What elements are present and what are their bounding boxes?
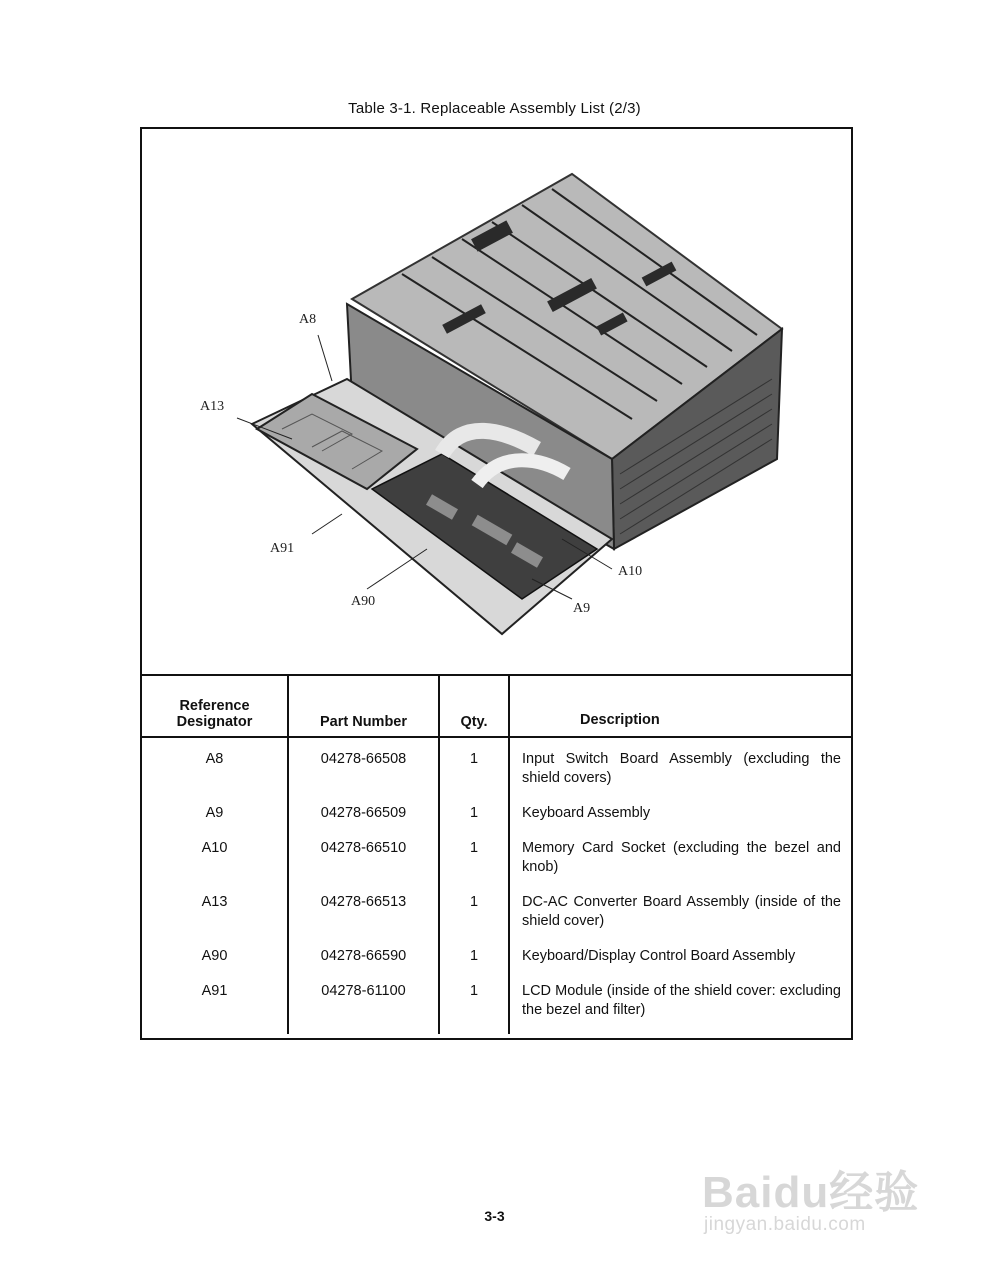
cell-part-number: 04278-61100 — [288, 972, 439, 1034]
cell-part-number: 04278-66590 — [288, 937, 439, 972]
callout-a91: A91 — [270, 541, 295, 556]
callout-a9: A9 — [573, 601, 591, 616]
cell-description: Keyboard Assembly — [509, 794, 851, 829]
table-row — [142, 737, 851, 794]
callout-a90: A90 — [351, 594, 376, 609]
table-row — [142, 937, 851, 972]
cell-reference: A13 — [201, 894, 228, 910]
cell-part-number: 04278-66513 — [288, 883, 439, 937]
cell-part-number: 04278-66510 — [288, 829, 439, 883]
cell-qty: 1 — [439, 794, 509, 829]
assembly-table-frame — [140, 127, 853, 1040]
callout-a10: A10 — [618, 564, 643, 579]
header-description: Description — [509, 674, 851, 737]
cell-description: Keyboard/Display Control Board Assembly — [509, 937, 851, 972]
assembly-photo-figure — [142, 129, 851, 676]
cell-qty: 1 — [439, 937, 509, 972]
callout-a8: A8 — [299, 312, 317, 327]
watermark-brand: Baidu经验 — [702, 1168, 920, 1217]
watermark — [700, 1138, 940, 1238]
table-row — [142, 794, 851, 829]
header-part-number: Part Number — [288, 674, 439, 737]
header-qty: Qty. — [439, 674, 509, 737]
watermark-url: jingyan.baidu.com — [704, 1214, 866, 1235]
table-row — [142, 972, 851, 1034]
cell-description: Memory Card Socket (excluding the bezel and knob) — [509, 829, 851, 883]
cell-reference: A91 — [201, 983, 228, 999]
cell-part-number: 04278-66508 — [288, 737, 439, 794]
cell-reference: A90 — [201, 948, 228, 964]
cell-reference: A10 — [201, 840, 228, 856]
cell-description: LCD Module (inside of the shield cover: excluding the bezel and filter) — [509, 972, 851, 1034]
page-number: 3-3 — [484, 1208, 505, 1224]
cell-description: DC-AC Converter Board Assembly (inside of the shield cover) — [509, 883, 851, 937]
instrument-photo — [142, 129, 851, 674]
cell-part-number: 04278-66509 — [288, 794, 439, 829]
cell-qty: 1 — [439, 829, 509, 883]
cell-qty: 1 — [439, 883, 509, 937]
cell-reference: A8 — [205, 751, 224, 767]
cell-qty: 1 — [439, 972, 509, 1034]
table-row — [142, 883, 851, 937]
table-header-row — [142, 674, 851, 737]
table-row — [142, 829, 851, 883]
callout-a13: A13 — [200, 399, 225, 414]
parts-table — [142, 674, 851, 1034]
table-caption: Table 3-1. Replaceable Assembly List (2/3) — [348, 100, 641, 117]
header-reference-designator: Reference Designator — [142, 674, 288, 737]
cell-reference: A9 — [205, 805, 224, 821]
cell-qty: 1 — [439, 737, 509, 794]
cell-description: Input Switch Board Assembly (excluding the shield covers) — [509, 737, 851, 794]
